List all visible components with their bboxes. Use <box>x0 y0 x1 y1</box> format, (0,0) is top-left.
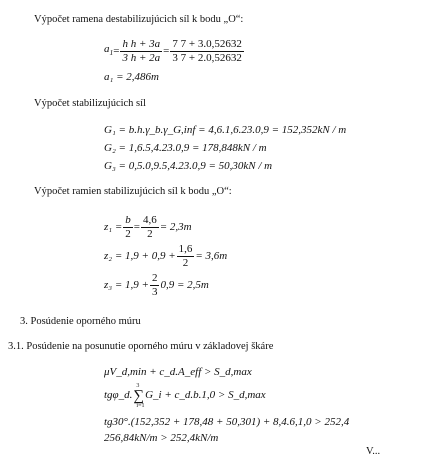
equation-g2: G₂ = 1,6.5,4.23.0,9 = 178,848kN / m <box>104 142 267 154</box>
equation-z3: z₃ = 1,9 + $\frac{2}{3}$ 0,9 = 2,5m <box>104 271 209 298</box>
a1-fraction-symbolic: $\frac{\text{h h + 3a}}{3 h + 2a}$ <box>122 37 161 64</box>
check-equation-1: μV_d,min + c_d.A_eff > S_d,max <box>104 366 252 378</box>
equation-z2: z₂ = 1,9 + 0,9 + $\frac{1,6}{2}$ = 3,6m <box>104 242 228 269</box>
section-3-1-heading: 3.1. Posúdenie na posunutie oporného múru v základovej škáre <box>8 341 274 352</box>
heading-arm-destabilizing: Výpočet ramena destabilizujúcich síl k bodu „O“: <box>34 14 244 25</box>
footer-fragment: V... <box>366 446 381 457</box>
a1-result: a₁ = 2,486m <box>104 71 159 83</box>
equation-g3: G₃ = 0,5.0,9.5,4.23.0,9 = 50,30kN / m <box>104 160 273 172</box>
check-equation-3: tg30°.(152,352 + 178,48 + 50,301) + 8,4.6,1,0 > 252,4 <box>104 416 350 428</box>
z3-fraction: $\frac{2}{3}$ <box>151 271 158 298</box>
a1-lhs: $a_1$ <box>104 43 114 57</box>
check-equation-4: 256,84kN/m > 252,4kN/m <box>104 432 219 444</box>
check-equation-2: tgφ_d.∑ 3 i=1 G_i + c_d.b.1,0 > S_d,max <box>104 383 266 409</box>
z1-fraction-b-2: $\frac{b}{2}$ <box>125 213 131 240</box>
section-3-heading: 3. Posúdenie oporného múru <box>20 316 141 327</box>
z2-fraction: $\frac{1,6}{2}$ <box>178 242 193 269</box>
equation-z1: z₁ = $\frac{b}{2}$ = $\frac{4,6}{2}$ = 2,3m <box>104 213 192 240</box>
heading-arm-stabilizing: Výpočet ramien stabilizujúcich síl k bodu „O“: <box>34 186 232 197</box>
equation-a1: $a_1$ = $\frac{\text{h h + 3a}}{3 h + 2a}$ = $\frac{7 7 + 3.0,52632}{3 7 + 2.0,52632}$ <box>104 37 242 64</box>
equation-g1: G₁ = b.h.γ_b.γ_G,inf = 4,6.1,6.23.0,9 = 152,352kN / m <box>104 124 347 136</box>
z1-fraction-numeric: $\frac{4,6}{2}$ <box>143 213 157 240</box>
a1-fraction-numeric: $\frac{7 7 + 3.0,52632}{3 7 + 2.0,52632}$ <box>172 37 242 64</box>
heading-stabilizing-forces: Výpočet stabilizujúcich síl <box>34 98 146 109</box>
summation-symbol: ∑ 3 i=1 <box>133 383 145 409</box>
